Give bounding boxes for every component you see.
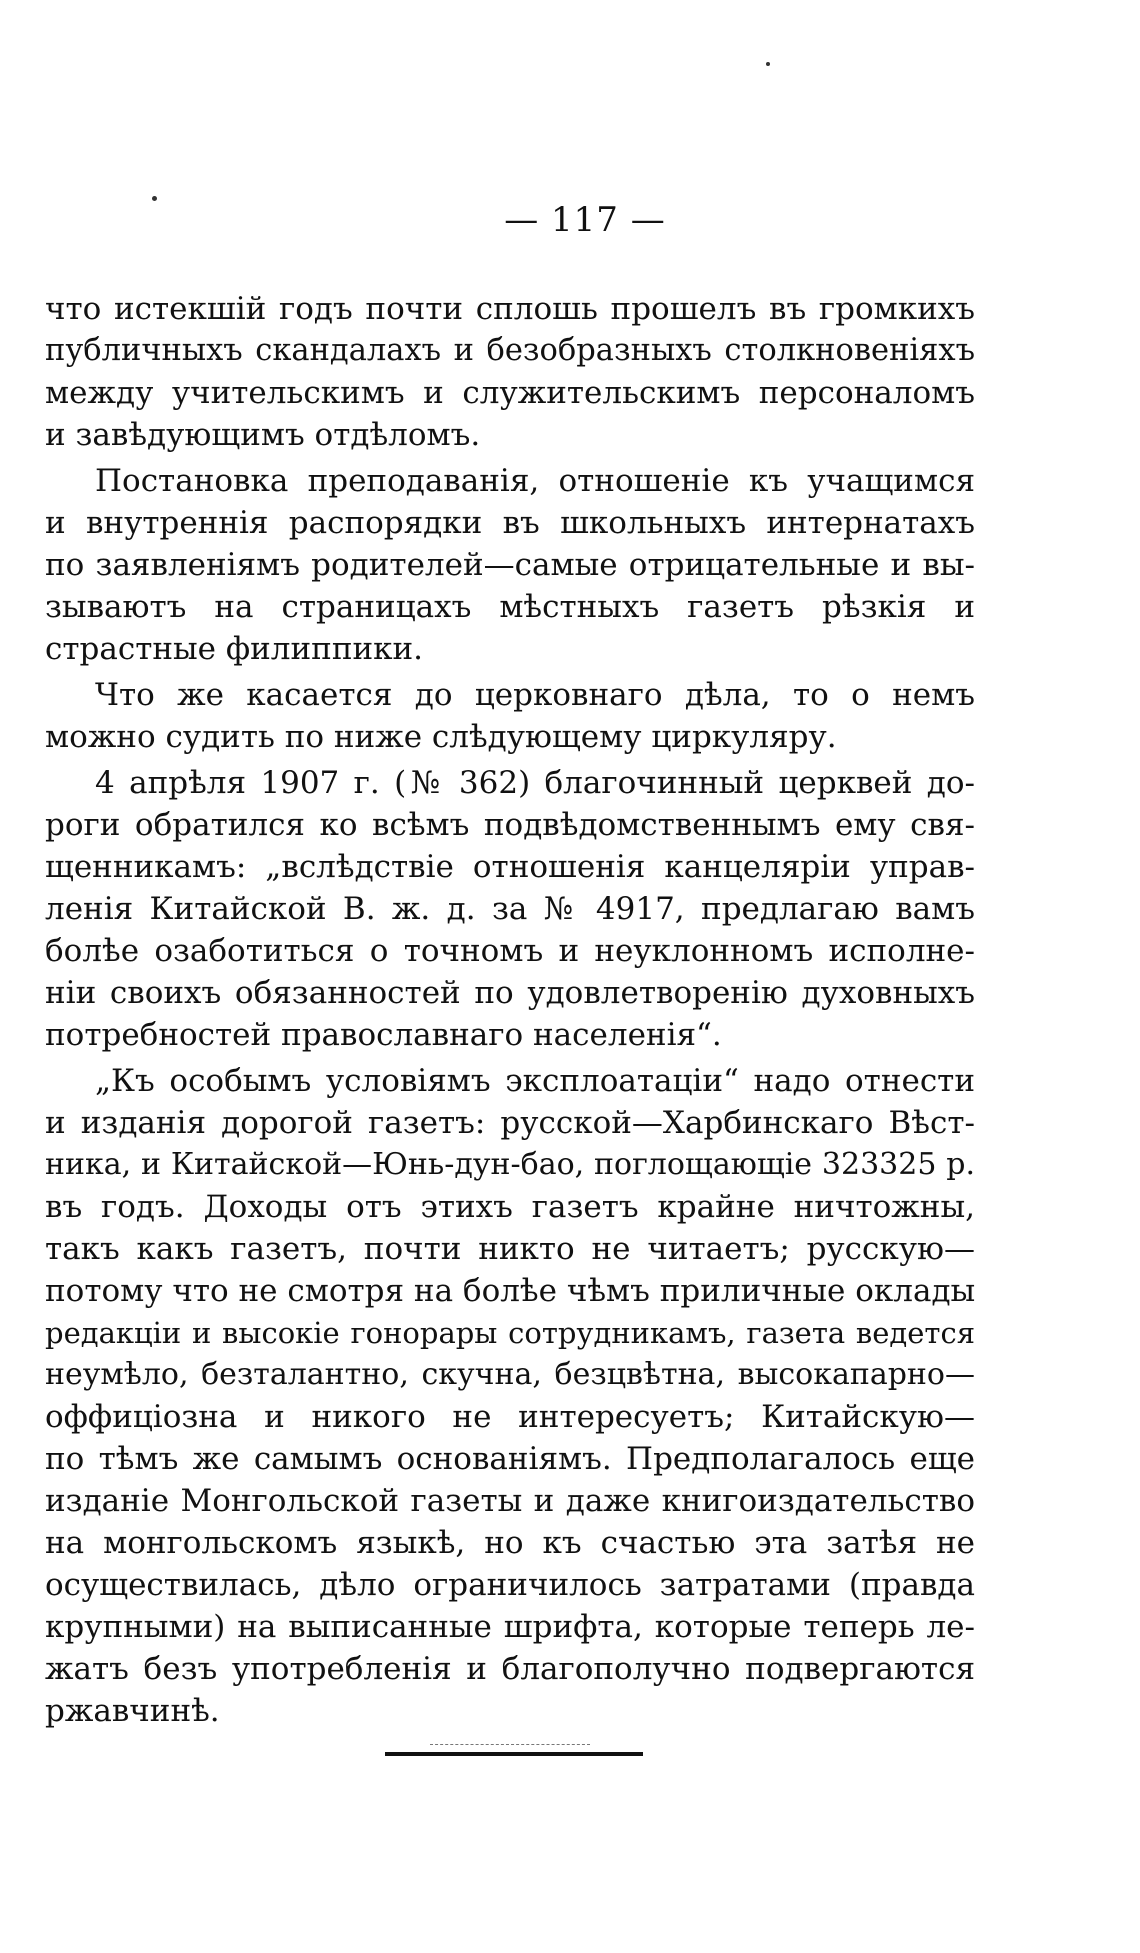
text-line: по тѣмъ же самымъ основаніямъ. Предполагалось еще [45, 1441, 975, 1477]
text-line: болѣе озаботиться о точномъ и неуклонномъ исполне- [45, 933, 975, 969]
text-line: неумѣло, безталантно, скучна, безцвѣтна, высокапарно— [45, 1357, 975, 1392]
text-line: въ годъ. Доходы отъ этихъ газетъ крайне ничтожны, [45, 1189, 975, 1225]
text-line: между учительскимъ и служительскимъ персоналомъ [45, 375, 975, 411]
text-line: осуществилась, дѣло ограничилось затратами (правда [45, 1567, 975, 1603]
paragraph-3 [45, 674, 975, 758]
end-rule [385, 1752, 643, 1756]
paragraph-5 [45, 1060, 975, 1732]
text-line: зываютъ на страницахъ мѣстныхъ газетъ рѣзкія и [45, 589, 975, 625]
end-ornament-thin [430, 1744, 590, 1745]
text-line: роги обратился ко всѣмъ подвѣдомственнымъ ему свя- [45, 807, 975, 843]
text-line: ника, и Китайской—Юнь-дун-бао, поглощающіе 323325 р. [45, 1147, 975, 1182]
text-line: щенникамъ: „вслѣдствіе отношенія канцеляріи управ- [45, 849, 975, 885]
text-line: изданіе Монгольской газеты и даже книгоиздательство [45, 1483, 975, 1519]
text-line: оффиціозна и никого не интересуетъ; Китайскую— [45, 1399, 975, 1435]
page-number: — 117 — [504, 200, 666, 240]
text-line: потребностей православнаго населенія“. [45, 1017, 722, 1053]
print-speck [766, 62, 770, 66]
text-line: редакціи и высокіе гонорары сотрудникамъ, газета ведется [45, 1316, 975, 1350]
text-line: и изданія дорогой газетъ: русской—Харбинскаго Вѣст- [45, 1105, 975, 1141]
paragraph-4 [45, 762, 975, 1056]
text-line: ніи своихъ обязанностей по удовлетворенію духовныхъ [45, 975, 975, 1011]
text-line: на монгольскомъ языкѣ, но къ счастью эта затѣя не [45, 1525, 975, 1561]
text-line: что истекшій годъ почти сплошь прошелъ въ громкихъ [45, 291, 975, 327]
text-line: ленія Китайской В. ж. д. за № 4917, предлагаю вамъ [45, 891, 975, 927]
text-line: такъ какъ газетъ, почти никто не читаетъ; русскую— [45, 1231, 975, 1267]
paragraph-1 [45, 288, 975, 456]
text-line: можно судить по ниже слѣдующему циркуляру. [45, 719, 837, 755]
text-line: по заявленіямъ родителей—самые отрицательные и вы- [45, 547, 975, 583]
text-line: 4 апрѣля 1907 г. (№ 362) благочинный церквей до- [95, 765, 975, 801]
text-line: „Къ особымъ условіямъ эксплоатаціи“ надо отнести [95, 1063, 975, 1099]
text-line: жатъ безъ употребленія и благополучно подвергаются [45, 1651, 975, 1687]
paragraph-2 [45, 460, 975, 670]
body-text [45, 288, 975, 1736]
print-speck [152, 196, 157, 201]
text-line: страстные филиппики. [45, 631, 424, 667]
text-line: ржавчинѣ. [45, 1693, 220, 1729]
text-line: Что же касается до церковнаго дѣла, то о немъ [95, 677, 975, 713]
text-line: и внутреннія распорядки въ школьныхъ интернатахъ [45, 505, 975, 541]
text-line: Постановка преподаванія, отношеніе къ учащимся [95, 463, 975, 499]
text-line: потому что не смотря на болѣе чѣмъ приличные оклады [45, 1273, 976, 1309]
text-line: крупными) на выписанные шрифта, которые теперь ле- [45, 1609, 975, 1645]
text-line: и завѣдующимъ отдѣломъ. [45, 417, 481, 453]
text-line: публичныхъ скандалахъ и безобразныхъ столкновеніяхъ [45, 333, 975, 368]
